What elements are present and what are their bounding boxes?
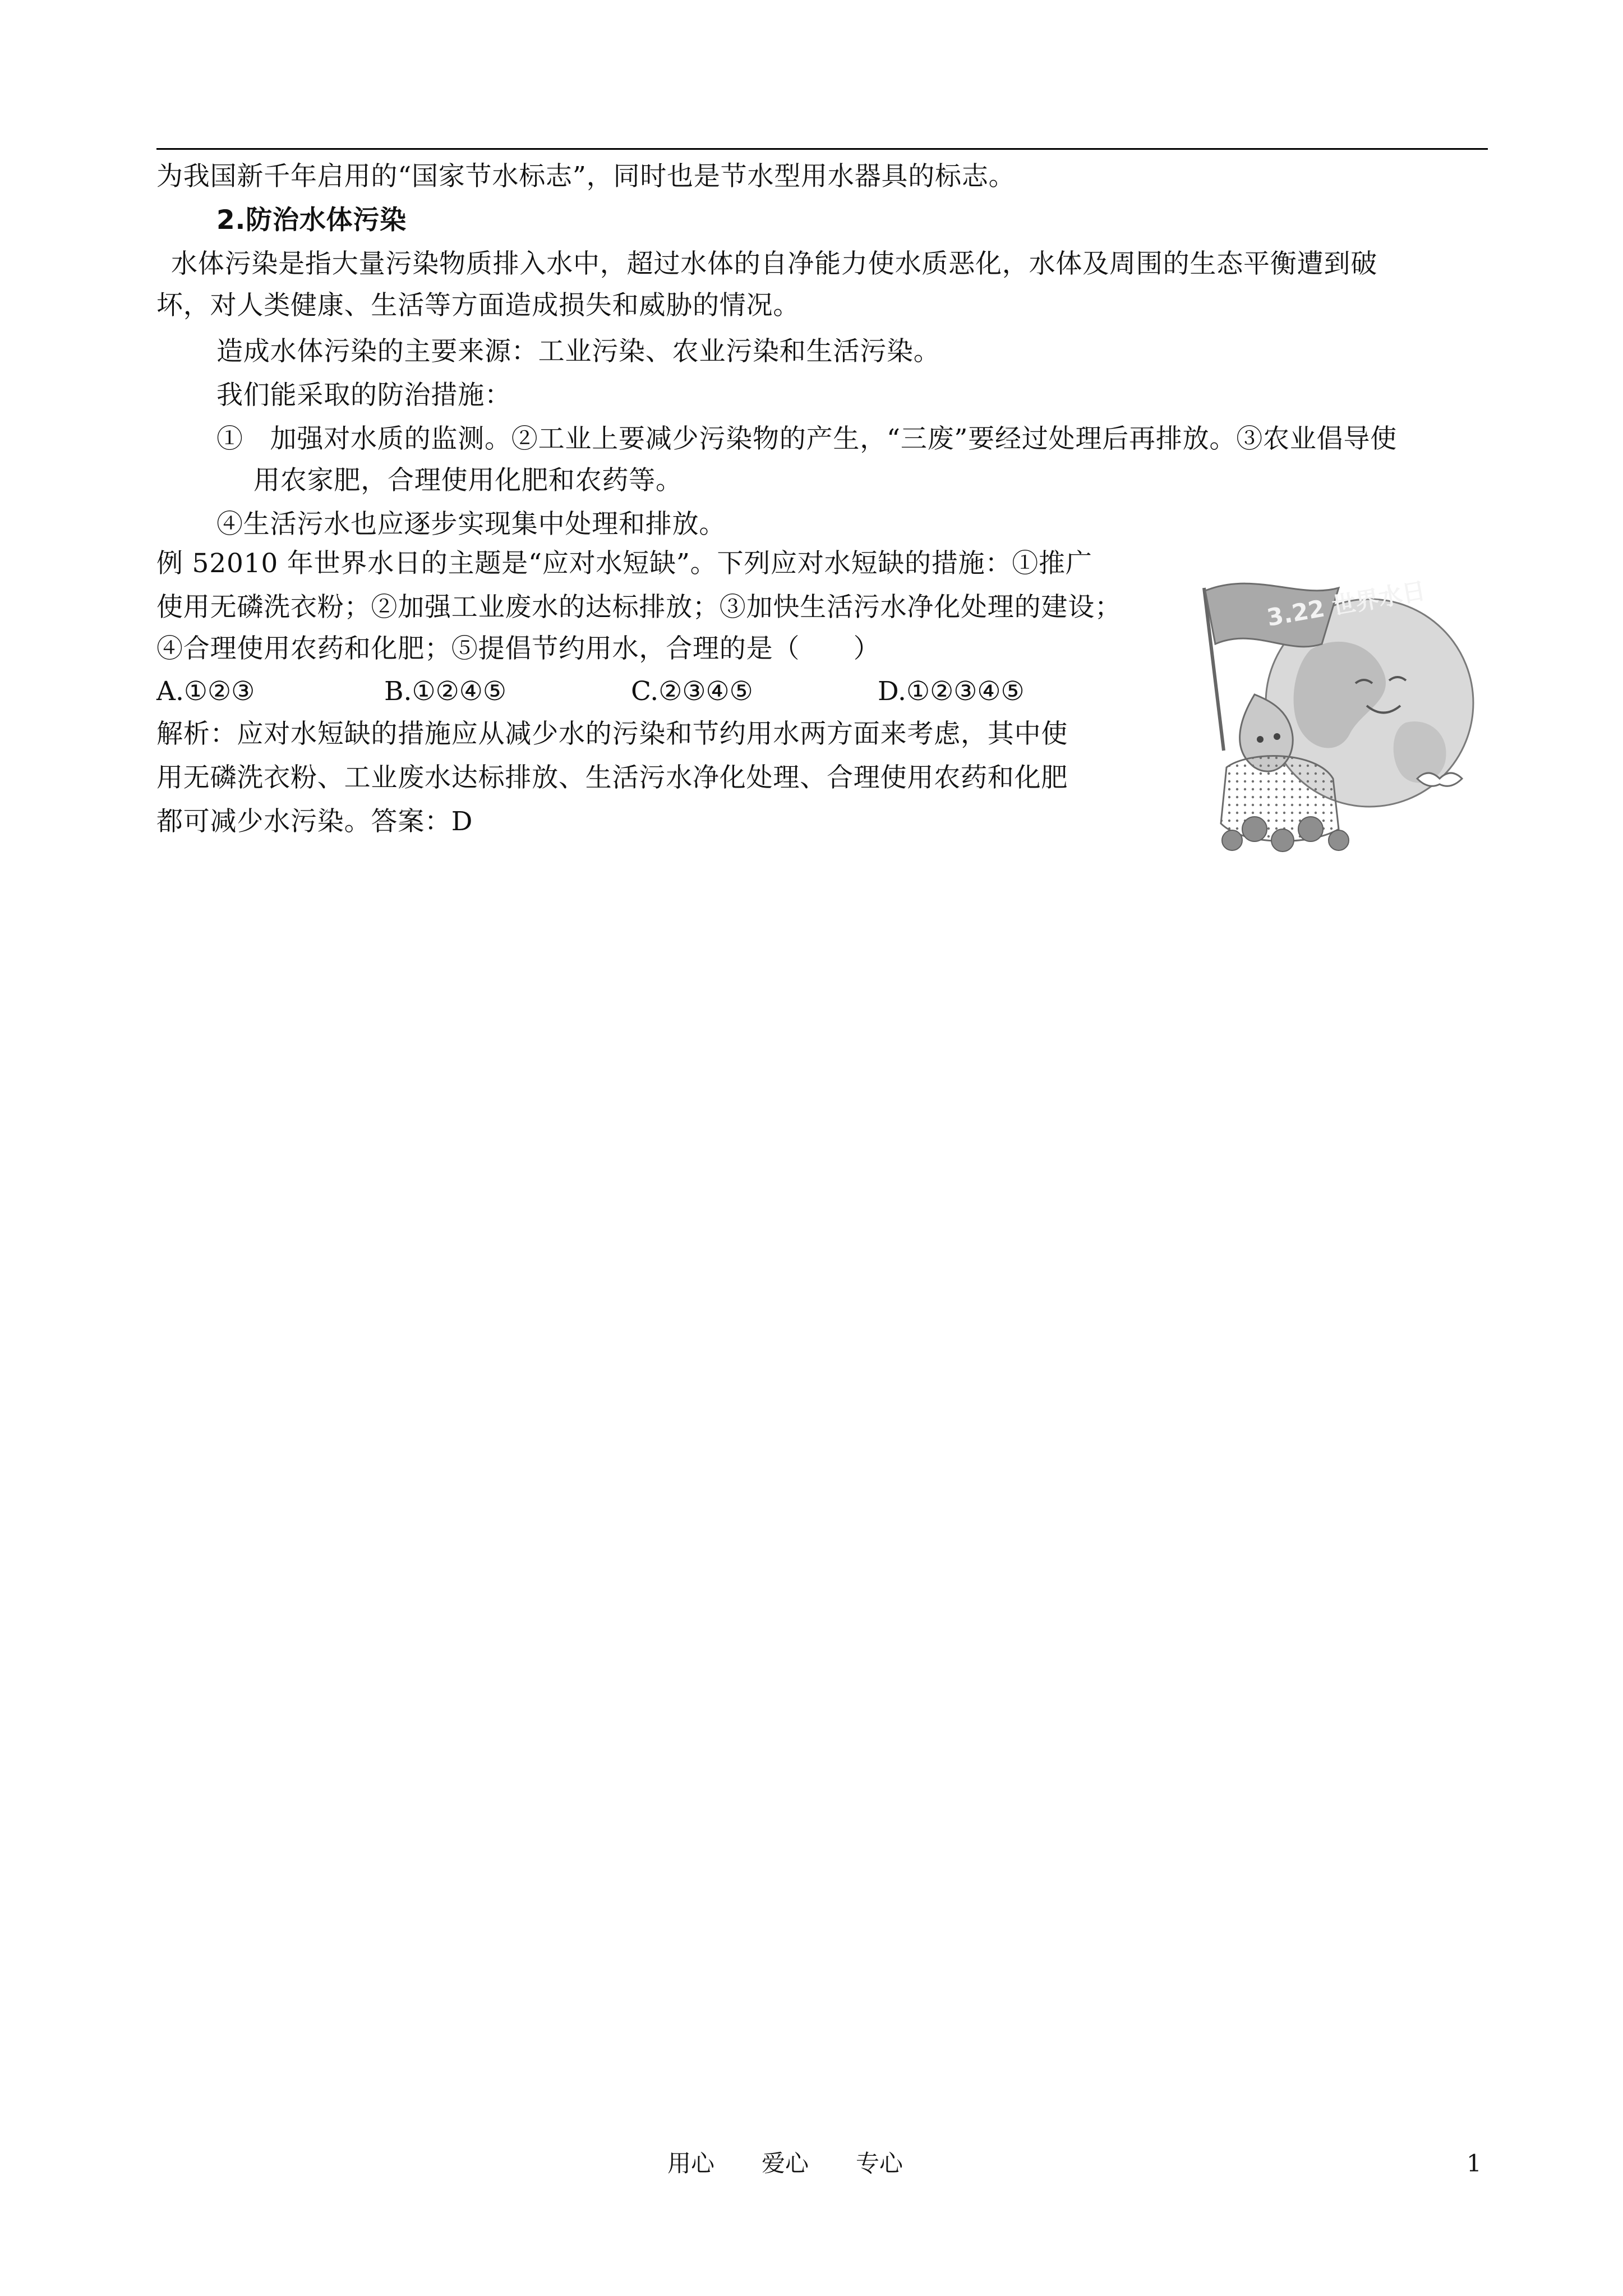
example-line-3: ④合理使用农药和化肥；⑤提倡节约用水，合理的是（ ） [156, 633, 880, 664]
measures-line-1: ① 加强对水质的监测。②工业上要减少污染物的产生，“三废”要经过处理后再排放。③农业倡导使 [216, 424, 1398, 454]
analysis-line-1: 解析：应对水短缺的措施应从减少水的污染和节约用水两方面来考虑，其中使 [156, 719, 1068, 749]
analysis-line-3: 都可减少水污染。答案：D [156, 806, 473, 837]
measures-line-3: ④生活污水也应逐步实现集中处理和排放。 [216, 509, 726, 540]
footer-slogan: 用心 爱心 专心 [667, 2150, 903, 2177]
measures-line-2: 用农家肥，合理使用化肥和农药等。 [253, 465, 683, 496]
globe-mascot-icon [1170, 565, 1493, 868]
page-number: 1 [1467, 2150, 1482, 2177]
pollution-sources: 造成水体污染的主要来源：工业污染、农业污染和生活污染。 [216, 336, 940, 367]
paragraph-1-line-1: 水体污染是指大量污染物质排入水中，超过水体的自净能力使水质恶化，水体及周围的生态平衡遭到破 [171, 249, 1377, 279]
world-water-day-illustration [1170, 565, 1493, 868]
paragraph-1-line-2: 坏，对人类健康、生活等方面造成损失和威胁的情况。 [156, 290, 800, 321]
option-d: D.①②③④⑤ [878, 676, 1025, 707]
page-footer [0, 2144, 1623, 2183]
option-a: A.①②③ [156, 676, 255, 707]
option-b: B.①②④⑤ [384, 676, 507, 707]
example-line-2: 使用无磷洗衣粉；②加强工业废水的达标排放；③加快生活污水净化处理的建设； [156, 592, 1122, 623]
flag-text: 3.22 世界水日 [1265, 576, 1428, 632]
intro-line: 为我国新千年启用的“国家节水标志”，同时也是节水型用水器具的标志。 [156, 161, 1016, 192]
option-c: C.②③④⑤ [631, 676, 753, 707]
example-line-1: 例 52010 年世界水日的主题是“应对水短缺”。下列应对水短缺的措施：①推广 [156, 548, 1092, 579]
header-rule [156, 148, 1488, 150]
section-heading: 2.防治水体污染 [216, 205, 407, 236]
answer-options [156, 672, 1110, 711]
analysis-line-2: 用无磷洗衣粉、工业废水达标排放、生活污水净化处理、合理使用农药和化肥 [156, 762, 1068, 793]
measures-intro: 我们能采取的防治措施： [216, 380, 511, 411]
